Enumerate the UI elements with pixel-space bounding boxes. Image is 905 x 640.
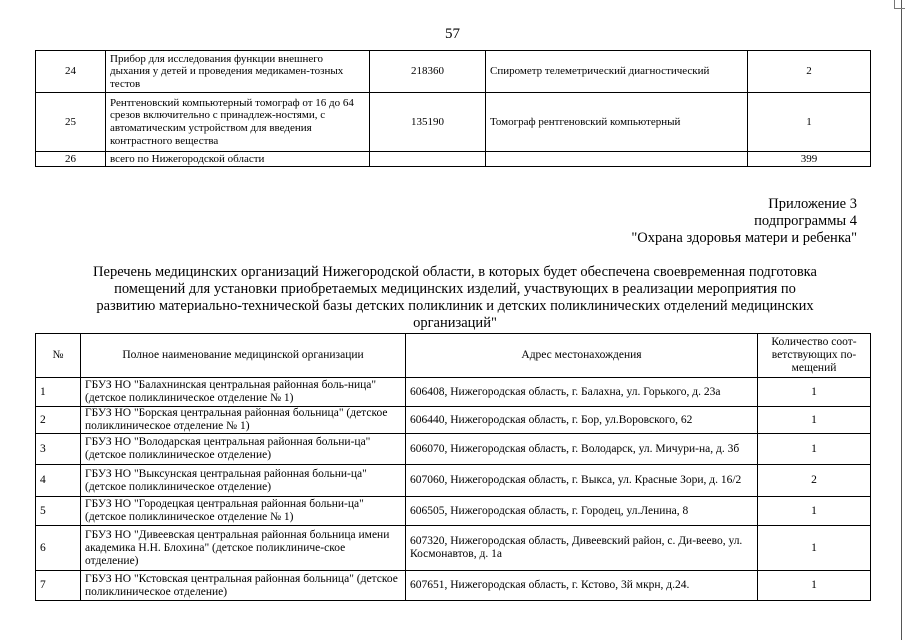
room-count: 1: [758, 571, 871, 601]
device-name: Томограф рентгеновский компьютерный: [486, 93, 748, 152]
organization-name: ГБУЗ НО "Балахнинская центральная районная боль-ница" (детское поликлиническое отделение № 1): [81, 378, 406, 407]
organization-address: 606070, Нижегородская область, г. Володарск, ул. Мичури-на, д. 3б: [406, 434, 758, 465]
appendix-line: Приложение 3: [768, 196, 857, 212]
header-num: №: [36, 334, 81, 378]
table-row: [36, 497, 871, 526]
row-number: 25: [36, 93, 106, 152]
appendix-line: подпрограммы 4: [754, 213, 857, 229]
table-row: [36, 407, 871, 434]
page-edge-line: [901, 0, 902, 640]
table-row: [36, 526, 871, 571]
header-name: Полное наименование медицинской организации: [81, 334, 406, 378]
row-number: 4: [36, 465, 81, 497]
room-count: 1: [758, 407, 871, 434]
organization-name: ГБУЗ НО "Кстовская центральная районная больница" (детское поликлиническое отделение): [81, 571, 406, 601]
row-number: 6: [36, 526, 81, 571]
organization-address: 606505, Нижегородская область, г. Городец, ул.Ленина, 8: [406, 497, 758, 526]
row-number: 5: [36, 497, 81, 526]
organization-address: 607060, Нижегородская область, г. Выкса, ул. Красные Зори, д. 16/2: [406, 465, 758, 497]
appendix-line: "Охрана здоровья матери и ребенка": [631, 230, 857, 246]
device-purpose: Прибор для исследования функции внешнего дыхания у детей и проведения медикамен-тозных тестов: [106, 51, 370, 93]
devices-table: [35, 50, 871, 167]
table-row: [36, 434, 871, 465]
row-number: 2: [36, 407, 81, 434]
device-name: [486, 152, 748, 167]
room-count: 1: [758, 497, 871, 526]
total-quantity: 399: [748, 152, 871, 167]
appendix-heading: [631, 196, 857, 247]
organization-name: ГБУЗ НО "Городецкая центральная районная больни-ца" (детское поликлиническое отделение № 1): [81, 497, 406, 526]
device-quantity: 2: [748, 51, 871, 93]
organization-name: ГБУЗ НО "Борская центральная районная больница" (детское поликлиническое отделение № 1): [81, 407, 406, 434]
organization-address: 606408, Нижегородская область, г. Балахна, ул. Горького, д. 23а: [406, 378, 758, 407]
page-corner-mark: [894, 0, 905, 9]
table-row: [36, 378, 871, 407]
device-code: [370, 152, 486, 167]
row-number: 26: [36, 152, 106, 167]
row-number: 7: [36, 571, 81, 601]
table-row: [36, 51, 871, 93]
header-count: Количество соот-ветствующих по-мещений: [758, 334, 871, 378]
table-header-row: [36, 334, 871, 378]
organization-address: 607320, Нижегородская область, Дивеевский район, с. Ди-веево, ул. Космонавтов, д. 1а: [406, 526, 758, 571]
organization-name: ГБУЗ НО "Выксунская центральная районная больни-ца" (детское поликлиническое отделение): [81, 465, 406, 497]
row-number: 24: [36, 51, 106, 93]
device-code: 218360: [370, 51, 486, 93]
device-name: Спирометр телеметрический диагностический: [486, 51, 748, 93]
organization-address: 606440, Нижегородская область, г. Бор, ул.Воровского, 62: [406, 407, 758, 434]
device-quantity: 1: [748, 93, 871, 152]
table-row: [36, 465, 871, 497]
room-count: 1: [758, 434, 871, 465]
room-count: 1: [758, 378, 871, 407]
room-count: 1: [758, 526, 871, 571]
document-title: Перечень медицинских организаций Нижегородской области, в которых будет обеспечена своевременная подготовка помещений для установки приобретаемых медицинских изделий, участвующих в реализации мероприятия по развитию материально-технической базы детских поликлиник и детских поликлинических отделений медицинских организаций": [93, 264, 817, 331]
organization-address: 607651, Нижегородская область, г. Кстово, 3й мкрн, д.24.: [406, 571, 758, 601]
row-number: 1: [36, 378, 81, 407]
organization-name: ГБУЗ НО "Дивеевская центральная районная больница имени академика Н.Н. Блохина" (детское поликлиниче-ское отделение): [81, 526, 406, 571]
header-address: Адрес местонахождения: [406, 334, 758, 378]
page-number: 57: [445, 26, 460, 42]
table-row: [36, 571, 871, 601]
total-label: всего по Нижегородской области: [106, 152, 370, 167]
organization-name: ГБУЗ НО "Володарская центральная районная больни-ца" (детское поликлиническое отделение): [81, 434, 406, 465]
table-row: [36, 93, 871, 152]
room-count: 2: [758, 465, 871, 497]
device-code: 135190: [370, 93, 486, 152]
row-number: 3: [36, 434, 81, 465]
device-purpose: Рентгеновский компьютерный томограф от 16 до 64 срезов включительно с принадлеж-ностями, с автоматическим устройством для введения контрастного вещества: [106, 93, 370, 152]
organizations-table: [35, 333, 871, 601]
table-row: [36, 152, 871, 167]
